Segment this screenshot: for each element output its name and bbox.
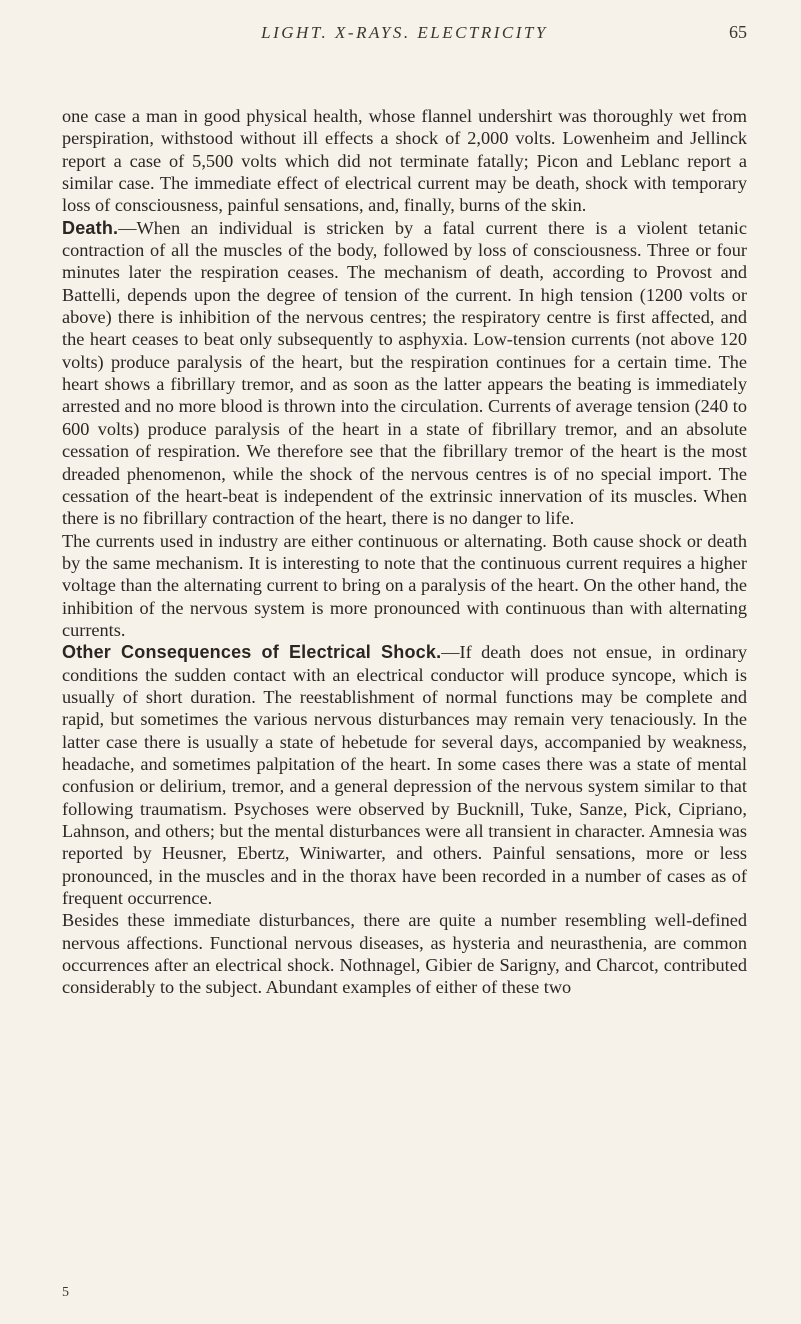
body-text <box>62 105 747 999</box>
paragraph-text: —When an individual is stricken by a fatal current there is a violent tetanic contraction of all the muscles of the body, followed by loss of consciousness. Three or four minutes later the respiration ceases. The mechanism of death, according to Provost and Battelli, depends upon the degree of tension of the current. In high tension (1200 volts or above) there is inhibition of the nervous centres; the respiratory centre is first affected, and the heart ceases to beat only subsequently to asphyxia. Low-tension currents (not above 120 volts) produce paralysis of the heart, but the respiration continues for a certain time. The heart shows a fibrillary tremor, and as soon as the latter appears the beating is immediately arrested and no more blood is thrown into the circulation. Currents of average tension (240 to 600 volts) produce paralysis of the heart in a state of fibrillary tremor, and an absolute cessation of respiration. We therefore see that the fibrillary tremor of the heart is the most dreaded phenomenon, while the shock of the nervous centres is of no special import. The cessation of the heart-beat is independent of the extrinsic innervation of its muscles. When there is no fibrillary contraction of the heart, there is no danger to life. <box>62 217 747 529</box>
page-number: 65 <box>729 22 747 42</box>
paragraph-text: one case a man in good physical health, whose flannel undershirt was thoroughly wet from perspiration, withstood without ill effects a shock of 2,000 volts. Lowenheim and Jellinck report a case of 5,500 volts which did not terminate fatally; Picon and Leblanc report a similar case. The immediate effect of electrical current may be death, shock with temporary loss of consciousness, painful sensations, and, finally, burns of the skin. <box>62 106 747 216</box>
running-head: LIGHT. X-RAYS. ELECTRICITY <box>261 23 548 42</box>
paragraph-other-consequences <box>62 641 747 909</box>
paragraph-text: The currents used in industry are either continuous or alternating. Both cause shock or death by the same mechanism. It is interesting to note that the continuous current requires a higher voltage than the alternating current to bring on a paralysis of the heart. On the other hand, the inhibition of the nervous system is more pronounced with continuous than with alternating currents. <box>62 530 747 640</box>
signature-mark: 5 <box>62 1285 69 1300</box>
paragraph-text: —If death does not ensue, in ordinary conditions the sudden contact with an electrical conductor will produce syncope, which is usually of short duration. The reestablishment of normal functions may be complete and rapid, but sometimes the various nervous disturbances may remain very tenaciously. In the latter case there is usually a state of hebetude for several days, accompanied by weakness, headache, and sometimes palpitation of the heart. In some cases there was a state of mental confusion or delirium, tremor, and a general depression of the nervous system similar to that following traumatism. Psychoses were observed by Bucknill, Tuke, Sanze, Pick, Cipriano, Lahnson, and others; but the mental disturbances were all transient in character. Amnesia was reported by Heusner, Ebertz, Winiwarter, and others. Painful sensations, more or less pronounced, in the muscles and in the thorax have been recorded in a number of cases as of frequent occurrence. <box>62 642 747 909</box>
section-heading-other-consequences: Other Consequences of Electrical Shock. <box>62 642 442 663</box>
paragraph-currents <box>62 530 747 642</box>
paragraph-immediate-disturbances <box>62 909 747 998</box>
page-header <box>62 0 747 58</box>
paragraph-death <box>62 217 747 530</box>
paragraph-text: Besides these immediate disturbances, there are quite a number resembling well-defined nervous affections. Functional nervous diseases, as hysteria and neurasthenia, are common occurrences after an electrical shock. Nothnagel, Gibier de Sarigny, and Charcot, contributed considerably to the subject. Abundant examples of either of these two <box>62 910 747 998</box>
section-heading-death: Death. <box>62 217 119 238</box>
paragraph-continuation <box>62 105 747 217</box>
